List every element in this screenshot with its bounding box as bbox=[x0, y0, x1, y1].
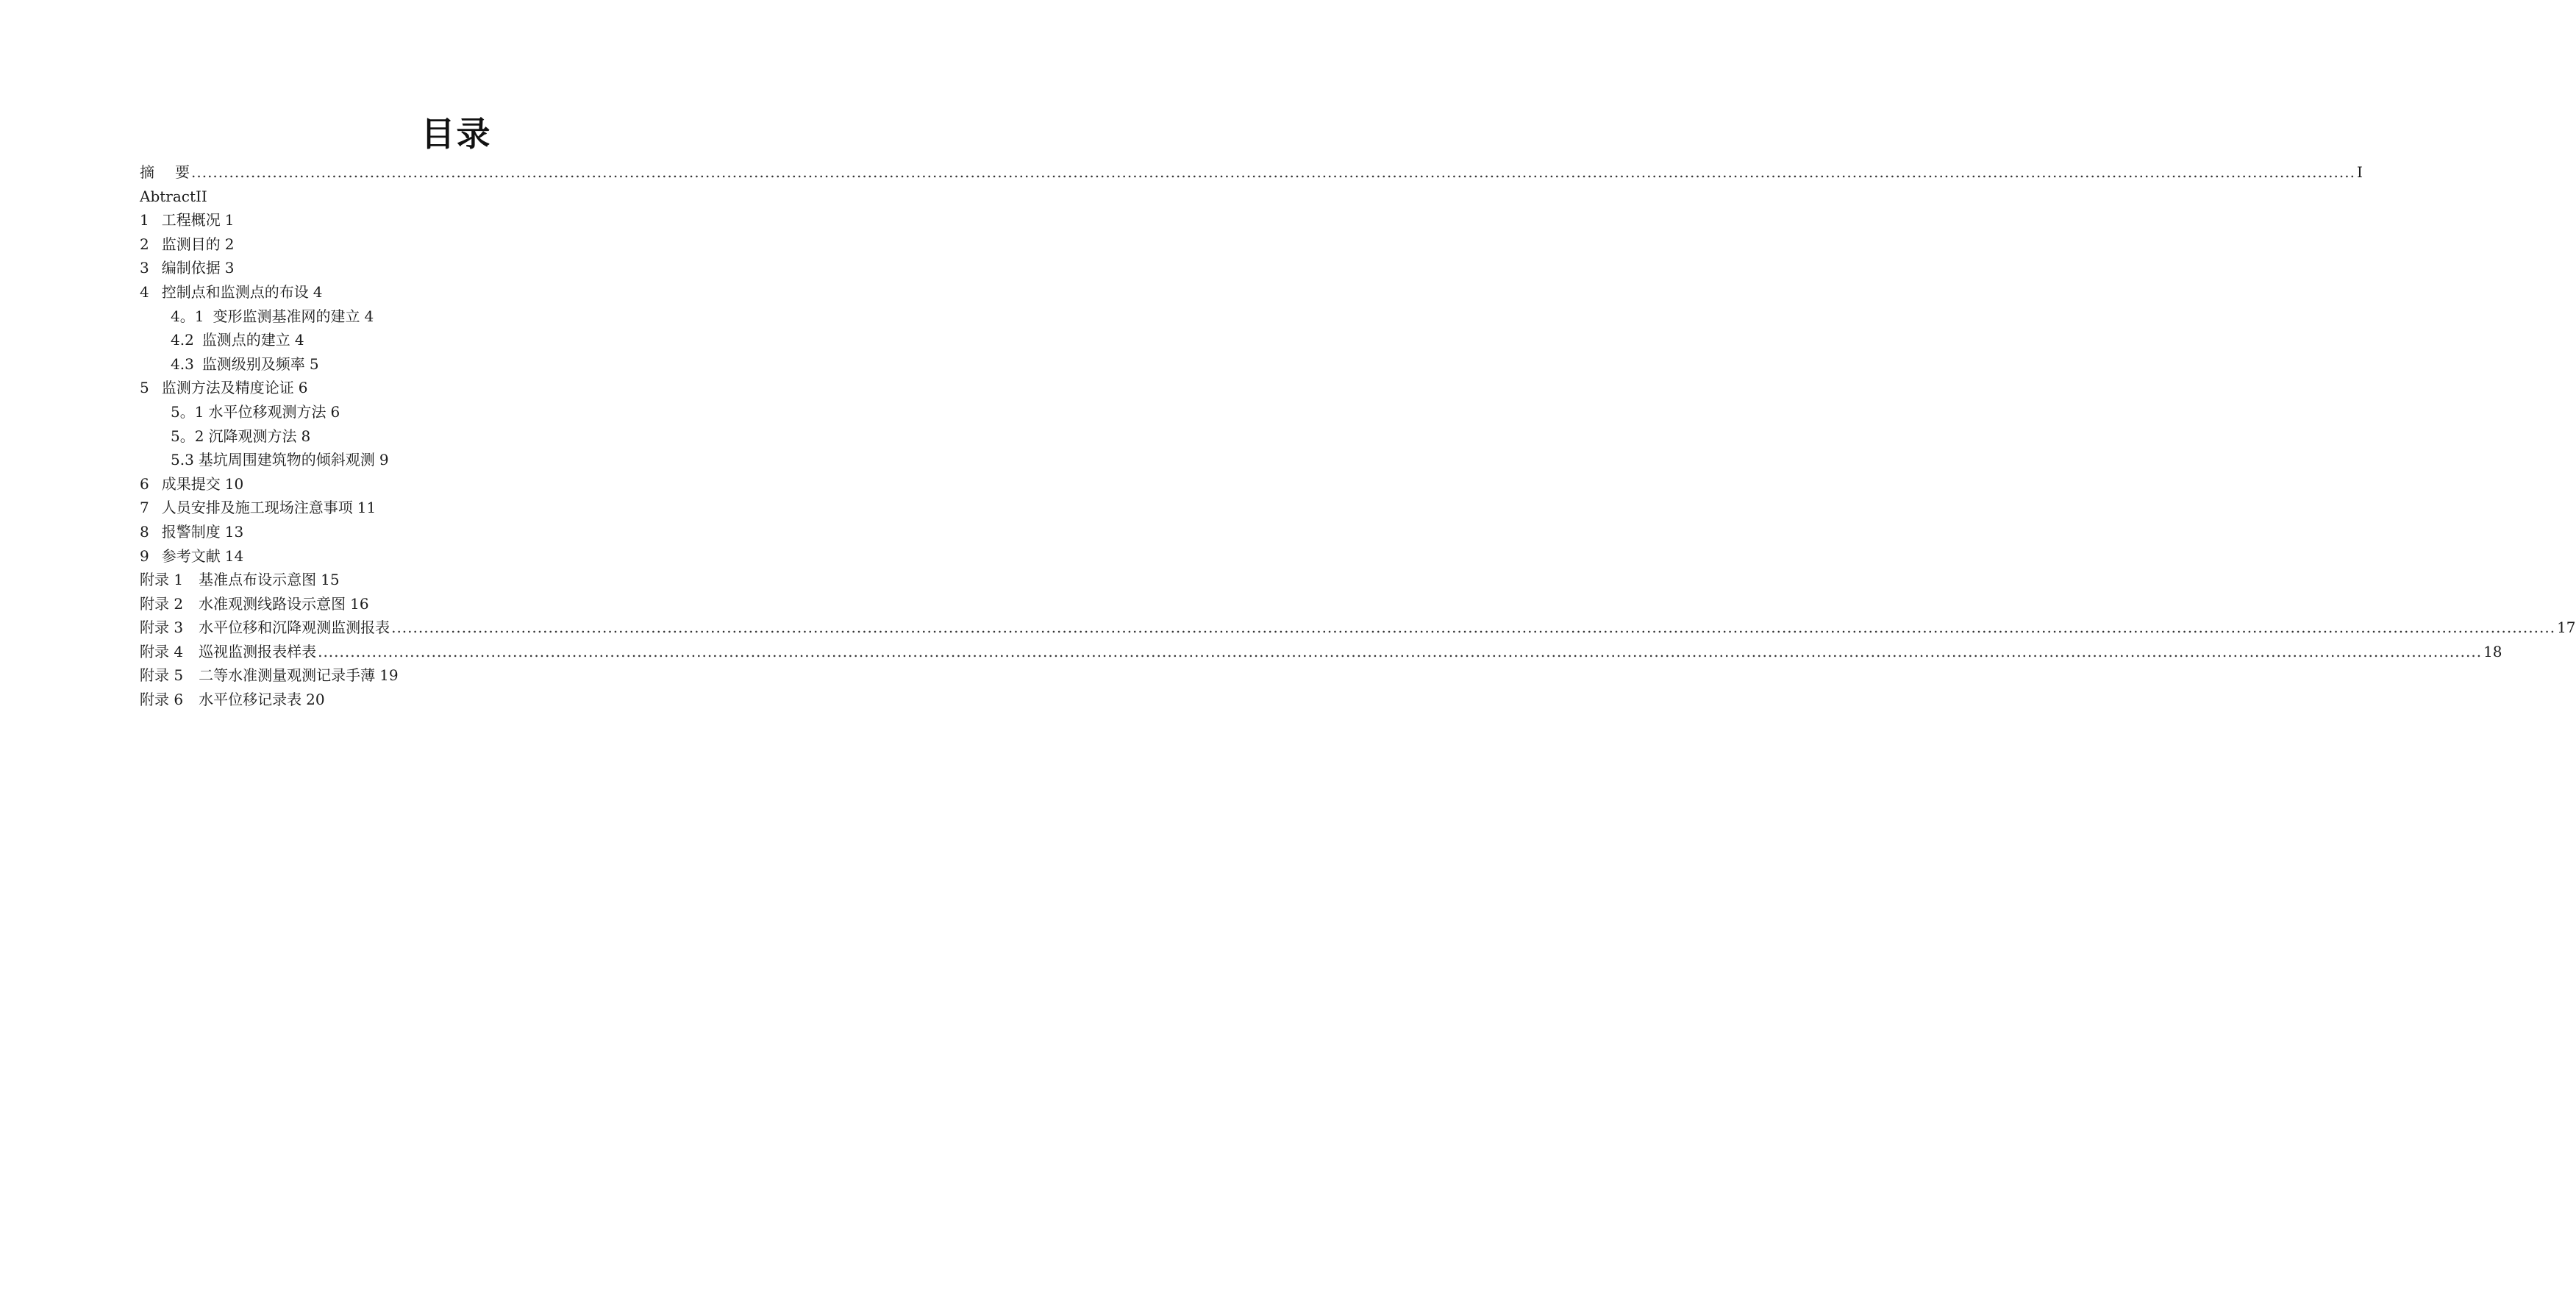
toc-entry-label: 工程概况 bbox=[161, 211, 221, 229]
toc-entry[interactable] bbox=[140, 232, 777, 257]
toc-entry-page: 17 bbox=[2557, 619, 2576, 637]
toc-entry-label: 水平位移和沉降观测监测报表 bbox=[199, 619, 390, 637]
toc-entry[interactable] bbox=[140, 640, 2502, 664]
toc-entry-title bbox=[140, 496, 353, 520]
toc-entry-page: 11 bbox=[357, 499, 377, 517]
toc-entry-label: 基坑周围建筑物的倾斜观测 bbox=[198, 451, 375, 469]
toc-entry[interactable] bbox=[140, 472, 777, 496]
toc-dot-leader: ................................................................................................................................................................................................................................................................................................................................................................................................................ bbox=[318, 642, 2483, 660]
toc-entry[interactable] bbox=[140, 376, 777, 400]
toc-entry[interactable] bbox=[140, 185, 777, 209]
toc-entry-label: 人员安排及施工现场注意事项 bbox=[161, 499, 353, 517]
toc-entry[interactable] bbox=[140, 663, 777, 688]
toc-entry-page: 5 bbox=[309, 354, 319, 373]
toc-entry-title bbox=[140, 160, 190, 185]
toc-entry-page: 16 bbox=[350, 594, 369, 613]
toc-entry-number: 7 bbox=[140, 499, 149, 517]
toc-entry-label: 监测级别及频率 bbox=[201, 354, 305, 373]
toc-entry-label: 水准观测线路设示意图 bbox=[199, 594, 346, 613]
toc-entry-title bbox=[140, 592, 346, 616]
toc-entry[interactable] bbox=[140, 400, 777, 424]
toc-entry-label: 要 bbox=[175, 163, 190, 181]
toc-entry-number: 附录 1 bbox=[140, 571, 184, 589]
toc-entry-number: 5.3 bbox=[171, 451, 194, 469]
toc-entry-number: 5 bbox=[140, 379, 149, 397]
toc-entry-label: 监测方法及精度论证 bbox=[161, 379, 294, 397]
toc-entry-page: 9 bbox=[379, 451, 389, 469]
toc-entry-number: 4。1 bbox=[171, 307, 204, 325]
table-of-contents bbox=[140, 160, 2576, 712]
toc-entry-page: 19 bbox=[379, 666, 399, 685]
toc-entry[interactable] bbox=[140, 304, 777, 329]
toc-entry-title bbox=[140, 256, 221, 280]
toc-entry-page: 18 bbox=[2483, 642, 2502, 660]
toc-entry-title bbox=[171, 448, 375, 472]
toc-entry-label: 控制点和监测点的布设 bbox=[161, 282, 309, 301]
toc-dot-leader: ................................................................................................................................................................................................................................................................................................................................................................................................................ bbox=[391, 619, 2556, 637]
toc-entry-number: 2 bbox=[140, 235, 149, 253]
toc-entry-number: 5。2 bbox=[171, 427, 204, 445]
toc-entry-number: 4 bbox=[140, 282, 149, 301]
toc-entry-title bbox=[140, 544, 221, 569]
toc-entry-title bbox=[140, 520, 221, 544]
toc-entry-number: 附录 2 bbox=[140, 594, 184, 613]
toc-entry-number: 附录 6 bbox=[140, 691, 184, 709]
toc-entry-title bbox=[171, 352, 305, 377]
toc-entry-title bbox=[140, 663, 375, 688]
toc-entry-title bbox=[140, 280, 309, 304]
toc-entry-title bbox=[140, 185, 196, 209]
toc-entry-label: 成果提交 bbox=[161, 474, 221, 493]
toc-entry[interactable] bbox=[140, 208, 777, 232]
toc-entry[interactable] bbox=[140, 328, 777, 352]
toc-entry[interactable] bbox=[140, 496, 777, 520]
toc-entry-label: 变形监测基准网的建立 bbox=[213, 307, 360, 325]
toc-entry-page: 4 bbox=[294, 331, 304, 349]
toc-entry-title bbox=[140, 472, 221, 496]
toc-entry-page: 20 bbox=[306, 691, 325, 709]
toc-entry[interactable] bbox=[140, 160, 2363, 185]
toc-entry-title bbox=[140, 616, 390, 640]
toc-entry-title bbox=[140, 640, 316, 664]
toc-entry-label: 沉降观测方法 bbox=[208, 427, 297, 445]
toc-entry-page: 6 bbox=[330, 402, 340, 421]
toc-entry-number: 3 bbox=[140, 259, 149, 277]
toc-entry[interactable] bbox=[140, 568, 777, 592]
toc-entry[interactable] bbox=[140, 592, 777, 616]
toc-entry-page: 15 bbox=[321, 571, 340, 589]
toc-entry-page: 10 bbox=[224, 474, 244, 493]
toc-entry-label: 巡视监测报表样表 bbox=[199, 642, 317, 660]
toc-entry-label: 水平位移记录表 bbox=[199, 691, 302, 709]
toc-entry-title bbox=[171, 304, 360, 329]
toc-entry-number: 摘 bbox=[140, 163, 154, 181]
toc-entry-label: 二等水准测量观测记录手薄 bbox=[199, 666, 376, 685]
toc-entry-label: 监测点的建立 bbox=[201, 331, 290, 349]
toc-entry-label: 报警制度 bbox=[161, 522, 221, 541]
toc-entry-number: 1 bbox=[140, 211, 149, 229]
toc-entry-label: 参考文献 bbox=[161, 546, 221, 565]
toc-entry-title bbox=[171, 424, 296, 449]
toc-entry-title bbox=[171, 400, 326, 424]
toc-entry-title bbox=[140, 232, 221, 257]
toc-entry-page: 1 bbox=[224, 211, 235, 229]
toc-entry-page: 13 bbox=[224, 522, 244, 541]
toc-entry-page: 6 bbox=[298, 379, 308, 397]
toc-entry[interactable] bbox=[140, 280, 777, 304]
toc-entry-label: 基准点布设示意图 bbox=[199, 571, 317, 589]
toc-entry[interactable] bbox=[140, 616, 2576, 640]
toc-entry-number: 4.3 bbox=[171, 354, 194, 373]
toc-entry-number: 6 bbox=[140, 474, 149, 493]
toc-entry-page: I bbox=[2356, 163, 2363, 181]
toc-entry-number: 附录 5 bbox=[140, 666, 184, 685]
toc-entry[interactable] bbox=[140, 256, 777, 280]
toc-entry-page: 4 bbox=[313, 282, 323, 301]
toc-entry[interactable] bbox=[140, 544, 777, 569]
toc-entry-label: 水平位移观测方法 bbox=[208, 402, 327, 421]
toc-entry-page: II bbox=[196, 187, 207, 205]
toc-entry-number: 5。1 bbox=[171, 402, 204, 421]
toc-entry-number: 4.2 bbox=[171, 331, 194, 349]
toc-entry-page: 2 bbox=[224, 235, 235, 253]
toc-entry-title bbox=[140, 688, 302, 712]
toc-entry-title bbox=[171, 328, 290, 352]
toc-entry-page: 14 bbox=[224, 546, 244, 565]
toc-entry[interactable] bbox=[140, 688, 777, 712]
toc-entry-page: 4 bbox=[364, 307, 374, 325]
toc-entry[interactable] bbox=[140, 520, 777, 544]
toc-entry-number: 9 bbox=[140, 546, 149, 565]
toc-entry-label: 监测目的 bbox=[161, 235, 221, 253]
toc-entry-title bbox=[140, 208, 221, 232]
toc-entry[interactable] bbox=[140, 424, 777, 449]
toc-entry-page: 3 bbox=[224, 259, 235, 277]
toc-entry-title bbox=[140, 568, 316, 592]
toc-entry-page: 8 bbox=[301, 427, 311, 445]
toc-entry-title bbox=[140, 376, 294, 400]
toc-dot-leader: ................................................................................................................................................................................................................................................................................................................................................................................................................ bbox=[191, 163, 2355, 181]
toc-entry[interactable] bbox=[140, 448, 777, 472]
toc-entry-number: 附录 3 bbox=[140, 619, 184, 637]
toc-entry-label: Abtract bbox=[140, 187, 196, 205]
toc-entry-label: 编制依据 bbox=[161, 259, 221, 277]
page-title: 目录 bbox=[421, 114, 492, 154]
toc-entry-number: 附录 4 bbox=[140, 642, 184, 660]
toc-entry-number: 8 bbox=[140, 522, 149, 541]
toc-entry[interactable] bbox=[140, 352, 777, 377]
